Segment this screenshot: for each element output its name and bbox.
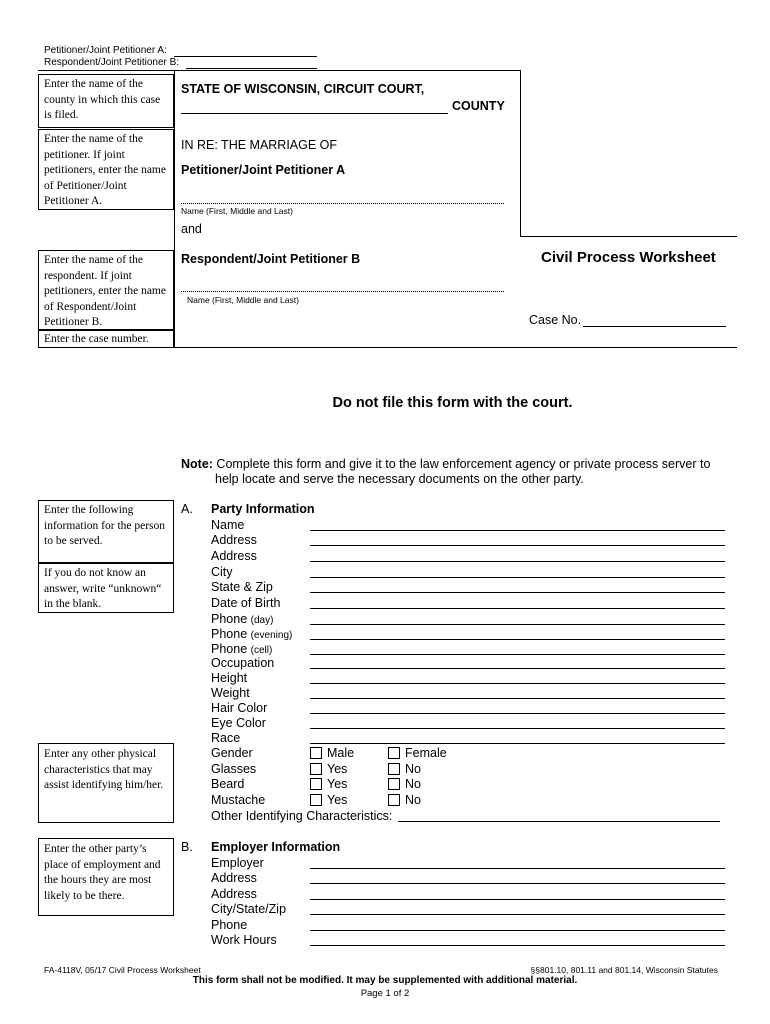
caption-top-border bbox=[38, 70, 520, 71]
field-phone-cell[interactable] bbox=[310, 654, 725, 655]
petitioner-heading: Petitioner/Joint Petitioner A bbox=[181, 163, 346, 177]
label-other-characteristics: Other Identifying Characteristics: bbox=[211, 809, 393, 823]
field-address-1[interactable] bbox=[310, 545, 725, 546]
label-height: Height bbox=[211, 671, 248, 685]
respondent-name-field[interactable] bbox=[181, 291, 504, 292]
label-race: Race bbox=[211, 731, 241, 745]
label-weight: Weight bbox=[211, 686, 250, 700]
do-not-file-notice: Do not file this form with the court. bbox=[332, 395, 573, 411]
field-phone-day[interactable] bbox=[310, 624, 725, 625]
field-employer-address-2[interactable] bbox=[310, 899, 725, 900]
label-address-2: Address bbox=[211, 549, 257, 563]
help-case-number: Enter the case number. bbox=[38, 330, 174, 348]
field-state-zip[interactable] bbox=[310, 592, 725, 593]
label-hair-color: Hair Color bbox=[211, 701, 268, 715]
field-employer-address-1[interactable] bbox=[310, 883, 725, 884]
note-label: Note: bbox=[181, 457, 213, 471]
note-line-1 bbox=[181, 457, 710, 471]
field-work-hours[interactable] bbox=[310, 945, 725, 946]
label-employer-address-1: Address bbox=[211, 871, 257, 885]
label-male: Male bbox=[327, 746, 355, 760]
label-occupation: Occupation bbox=[211, 656, 275, 670]
respondent-heading: Respondent/Joint Petitioner B bbox=[181, 252, 361, 266]
label-phone-cell: Phone (cell) bbox=[211, 642, 273, 656]
checkbox-glasses-no[interactable] bbox=[388, 763, 400, 775]
in-re-heading: IN RE: THE MARRIAGE OF bbox=[181, 138, 338, 152]
field-employer-phone[interactable] bbox=[310, 930, 725, 931]
section-b-letter: B. bbox=[181, 840, 193, 854]
label-mustache-yes: Yes bbox=[327, 793, 348, 807]
label-beard: Beard bbox=[211, 777, 245, 791]
petitioner-name-field[interactable] bbox=[181, 203, 504, 204]
petitioner-a-top-label: Petitioner/Joint Petitioner A: bbox=[44, 45, 167, 56]
note-line-2: help locate and serve the necessary documents on the other party. bbox=[215, 472, 584, 486]
field-weight[interactable] bbox=[310, 698, 725, 699]
field-employer[interactable] bbox=[310, 868, 725, 869]
caption-right-divider bbox=[520, 70, 521, 236]
respondent-b-top-label: Respondent/Joint Petitioner B: bbox=[44, 57, 180, 68]
label-city: City bbox=[211, 565, 233, 579]
case-no-field[interactable] bbox=[583, 326, 726, 327]
label-address-1: Address bbox=[211, 533, 257, 547]
help-employment: Enter the other party’s place of employment and the hours they are most likely to be there. bbox=[38, 838, 174, 916]
field-employer-city-state-zip[interactable] bbox=[310, 914, 725, 915]
field-eye-color[interactable] bbox=[310, 728, 725, 729]
label-dob: Date of Birth bbox=[211, 596, 281, 610]
petitioner-a-top-field[interactable] bbox=[174, 56, 317, 57]
label-gender: Gender bbox=[211, 746, 253, 760]
checkbox-beard-yes[interactable] bbox=[310, 778, 322, 790]
label-phone-day: Phone (day) bbox=[211, 612, 274, 626]
label-beard-yes: Yes bbox=[327, 777, 348, 791]
footer-form-id: FA-4118V, 05/17 Civil Process Worksheet bbox=[44, 965, 201, 975]
label-state-zip: State & Zip bbox=[211, 580, 273, 594]
footer-statutes: §§801.10, 801.11 and 801.14, Wisconsin Statutes bbox=[530, 965, 718, 975]
help-unknown: If you do not know an answer, write “unknown“ in the blank. bbox=[38, 563, 174, 613]
label-beard-no: No bbox=[405, 777, 421, 791]
field-phone-evening[interactable] bbox=[310, 639, 725, 640]
field-race[interactable] bbox=[310, 743, 725, 744]
field-occupation[interactable] bbox=[310, 668, 725, 669]
label-glasses-no: No bbox=[405, 762, 421, 776]
label-work-hours: Work Hours bbox=[211, 933, 277, 947]
help-physical: Enter any other physical characteristics that may assist identifying him/her. bbox=[38, 743, 174, 823]
field-other-characteristics[interactable] bbox=[398, 821, 720, 822]
label-employer-address-2: Address bbox=[211, 887, 257, 901]
label-name: Name bbox=[211, 518, 245, 532]
caption-left-divider bbox=[174, 70, 175, 348]
label-glasses: Glasses bbox=[211, 762, 257, 776]
checkbox-glasses-yes[interactable] bbox=[310, 763, 322, 775]
note-text-1: Complete this form and give it to the law enforcement agency or private process server to bbox=[212, 457, 711, 471]
label-eye-color: Eye Color bbox=[211, 716, 266, 730]
court-heading: STATE OF WISCONSIN, CIRCUIT COURT, bbox=[181, 82, 425, 96]
field-address-2[interactable] bbox=[310, 561, 725, 562]
respondent-name-hint: Name (First, Middle and Last) bbox=[187, 295, 299, 305]
footer-modify-note: This form shall not be modified. It may be supplemented with additional material. bbox=[192, 975, 578, 986]
checkbox-male[interactable] bbox=[310, 747, 322, 759]
footer-page-number: Page 1 of 2 bbox=[360, 988, 410, 999]
field-height[interactable] bbox=[310, 683, 725, 684]
help-person-served: Enter the following information for the person to be served. bbox=[38, 500, 174, 563]
label-glasses-yes: Yes bbox=[327, 762, 348, 776]
petitioner-name-hint: Name (First, Middle and Last) bbox=[181, 206, 293, 216]
form-title: Civil Process Worksheet bbox=[541, 249, 716, 266]
help-respondent: Enter the name of the respondent. If joint petitioners, enter the name of Respondent/Joint Petitioner B. bbox=[38, 250, 174, 330]
county-field[interactable] bbox=[181, 113, 448, 114]
title-box-top-border bbox=[520, 236, 737, 237]
field-name[interactable] bbox=[310, 530, 725, 531]
field-city[interactable] bbox=[310, 577, 725, 578]
checkbox-mustache-yes[interactable] bbox=[310, 794, 322, 806]
help-county: Enter the name of the county in which this case is filed. bbox=[38, 74, 174, 128]
label-phone-evening: Phone (evening) bbox=[211, 627, 293, 641]
checkbox-mustache-no[interactable] bbox=[388, 794, 400, 806]
section-a-title: Party Information bbox=[211, 502, 315, 516]
field-dob[interactable] bbox=[310, 608, 725, 609]
field-hair-color[interactable] bbox=[310, 713, 725, 714]
and-text: and bbox=[181, 222, 202, 236]
case-no-label: Case No. bbox=[529, 313, 582, 327]
section-a-letter: A. bbox=[181, 502, 193, 516]
help-petitioner: Enter the name of the petitioner. If joint petitioners, enter the name of Petitioner/Joint Petitioner A. bbox=[38, 129, 174, 210]
label-employer-phone: Phone bbox=[211, 918, 248, 932]
label-female: Female bbox=[405, 746, 447, 760]
respondent-b-top-field[interactable] bbox=[186, 68, 317, 69]
checkbox-female[interactable] bbox=[388, 747, 400, 759]
section-b-title: Employer Information bbox=[211, 840, 341, 854]
label-employer: Employer bbox=[211, 856, 264, 870]
label-mustache-no: No bbox=[405, 793, 421, 807]
county-label: COUNTY bbox=[452, 99, 505, 113]
label-mustache: Mustache bbox=[211, 793, 266, 807]
checkbox-beard-no[interactable] bbox=[388, 778, 400, 790]
label-employer-city-state-zip: City/State/Zip bbox=[211, 902, 287, 916]
